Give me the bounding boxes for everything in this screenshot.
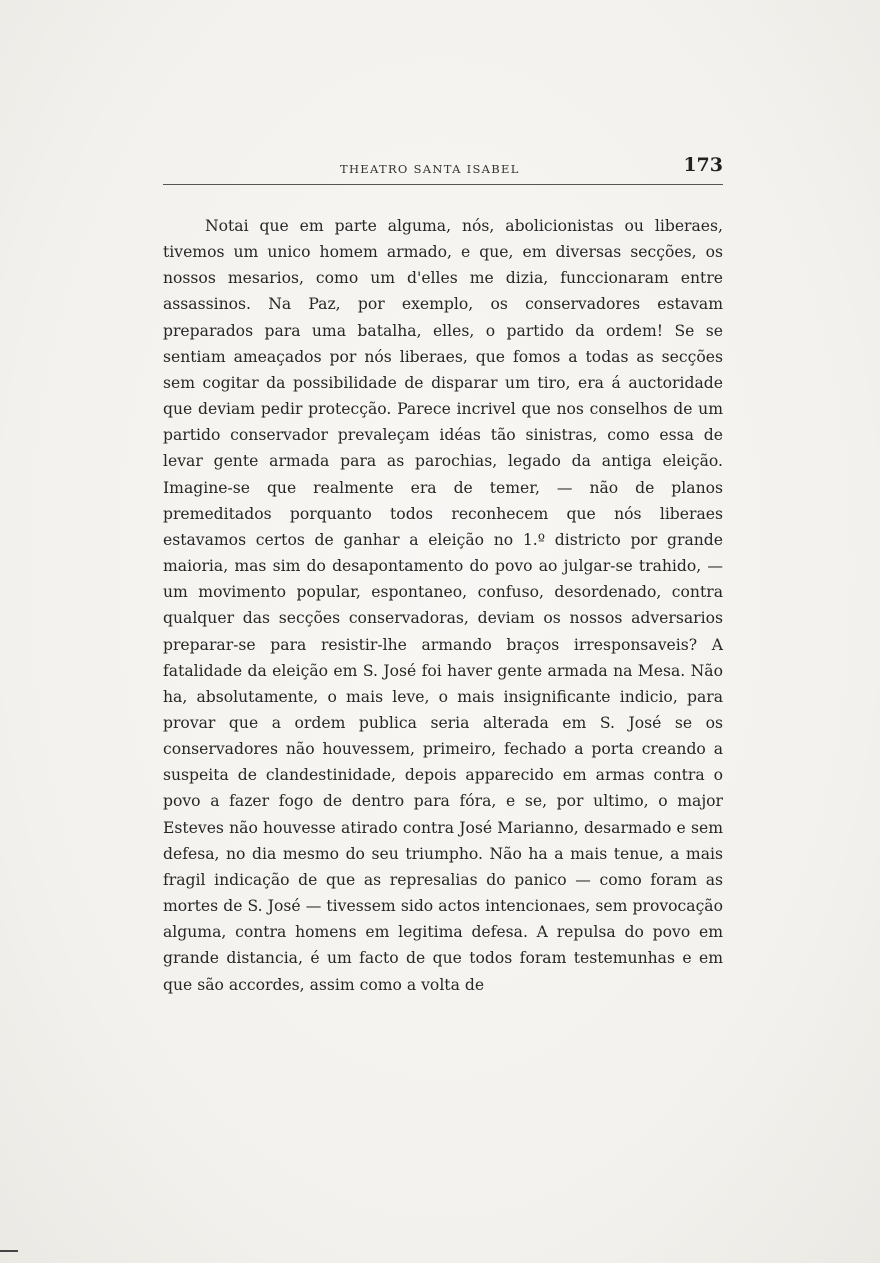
running-title: THEATRO SANTA ISABEL bbox=[340, 162, 520, 176]
page-number: 173 bbox=[683, 154, 723, 176]
body-paragraph: Notai que em parte alguma, nós, abolicionistas ou liberaes, tivemos um unico homem armado, e que, em diversas secções, os nossos mesarios, como um d'elles me dizia, funccionaram entre assassinos. Na Paz, por exemplo, os conservadores estavam preparados para uma batalha, elles, o partido da ordem! Se se sentiam ameaçados por nós liberaes, que fomos a todas as secções sem cogitar da possibilidade de disparar um tiro, era á auctoridade que deviam pedir protecção. Parece incrivel que nos conselhos de um partido conservador prevaleçam idéas tão sinistras, como essa de levar gente armada para as parochias, legado da antiga eleição. Imagine-se que realmente era de temer, — não de planos premeditados porquanto todos reconhecem que nós liberaes estavamos certos de ganhar a eleição no 1.º districto por grande maioria, mas sim do desapontamento do povo ao julgar-se trahido, — um movimento popular, espontaneo, confuso, desordenado, contra qualquer das secções conservadoras, deviam os nossos adversarios preparar-se para resistir-lhe armando braços irresponsaveis? A fatalidade da eleição em S. José foi haver gente armada na Mesa. Não ha, absolutamente, o mais leve, o mais insignificante indicio, para provar que a ordem publica seria alterada em S. José se os conservadores não houvessem, primeiro, fechado a porta creando a suspeita de clandestinidade, depois apparecido em armas contra o povo a fazer fogo de dentro para fóra, e se, por ultimo, o major Esteves não houvesse atirado contra José Marianno, desarmado e sem defesa, no dia mesmo do seu triumpho. Não ha a mais tenue, a mais fragil indicação de que as represalias do panico — como foram as mortes de S. José — tivessem sido actos intencionaes, sem provocação alguma, contra homens em legitima defesa. A repulsa do povo em grande distancia, é um facto de que todos foram testemunhas e em que são accordes, assim como a volta de bbox=[163, 217, 723, 994]
scan-edge-mark bbox=[0, 1250, 18, 1252]
running-header bbox=[163, 148, 723, 185]
